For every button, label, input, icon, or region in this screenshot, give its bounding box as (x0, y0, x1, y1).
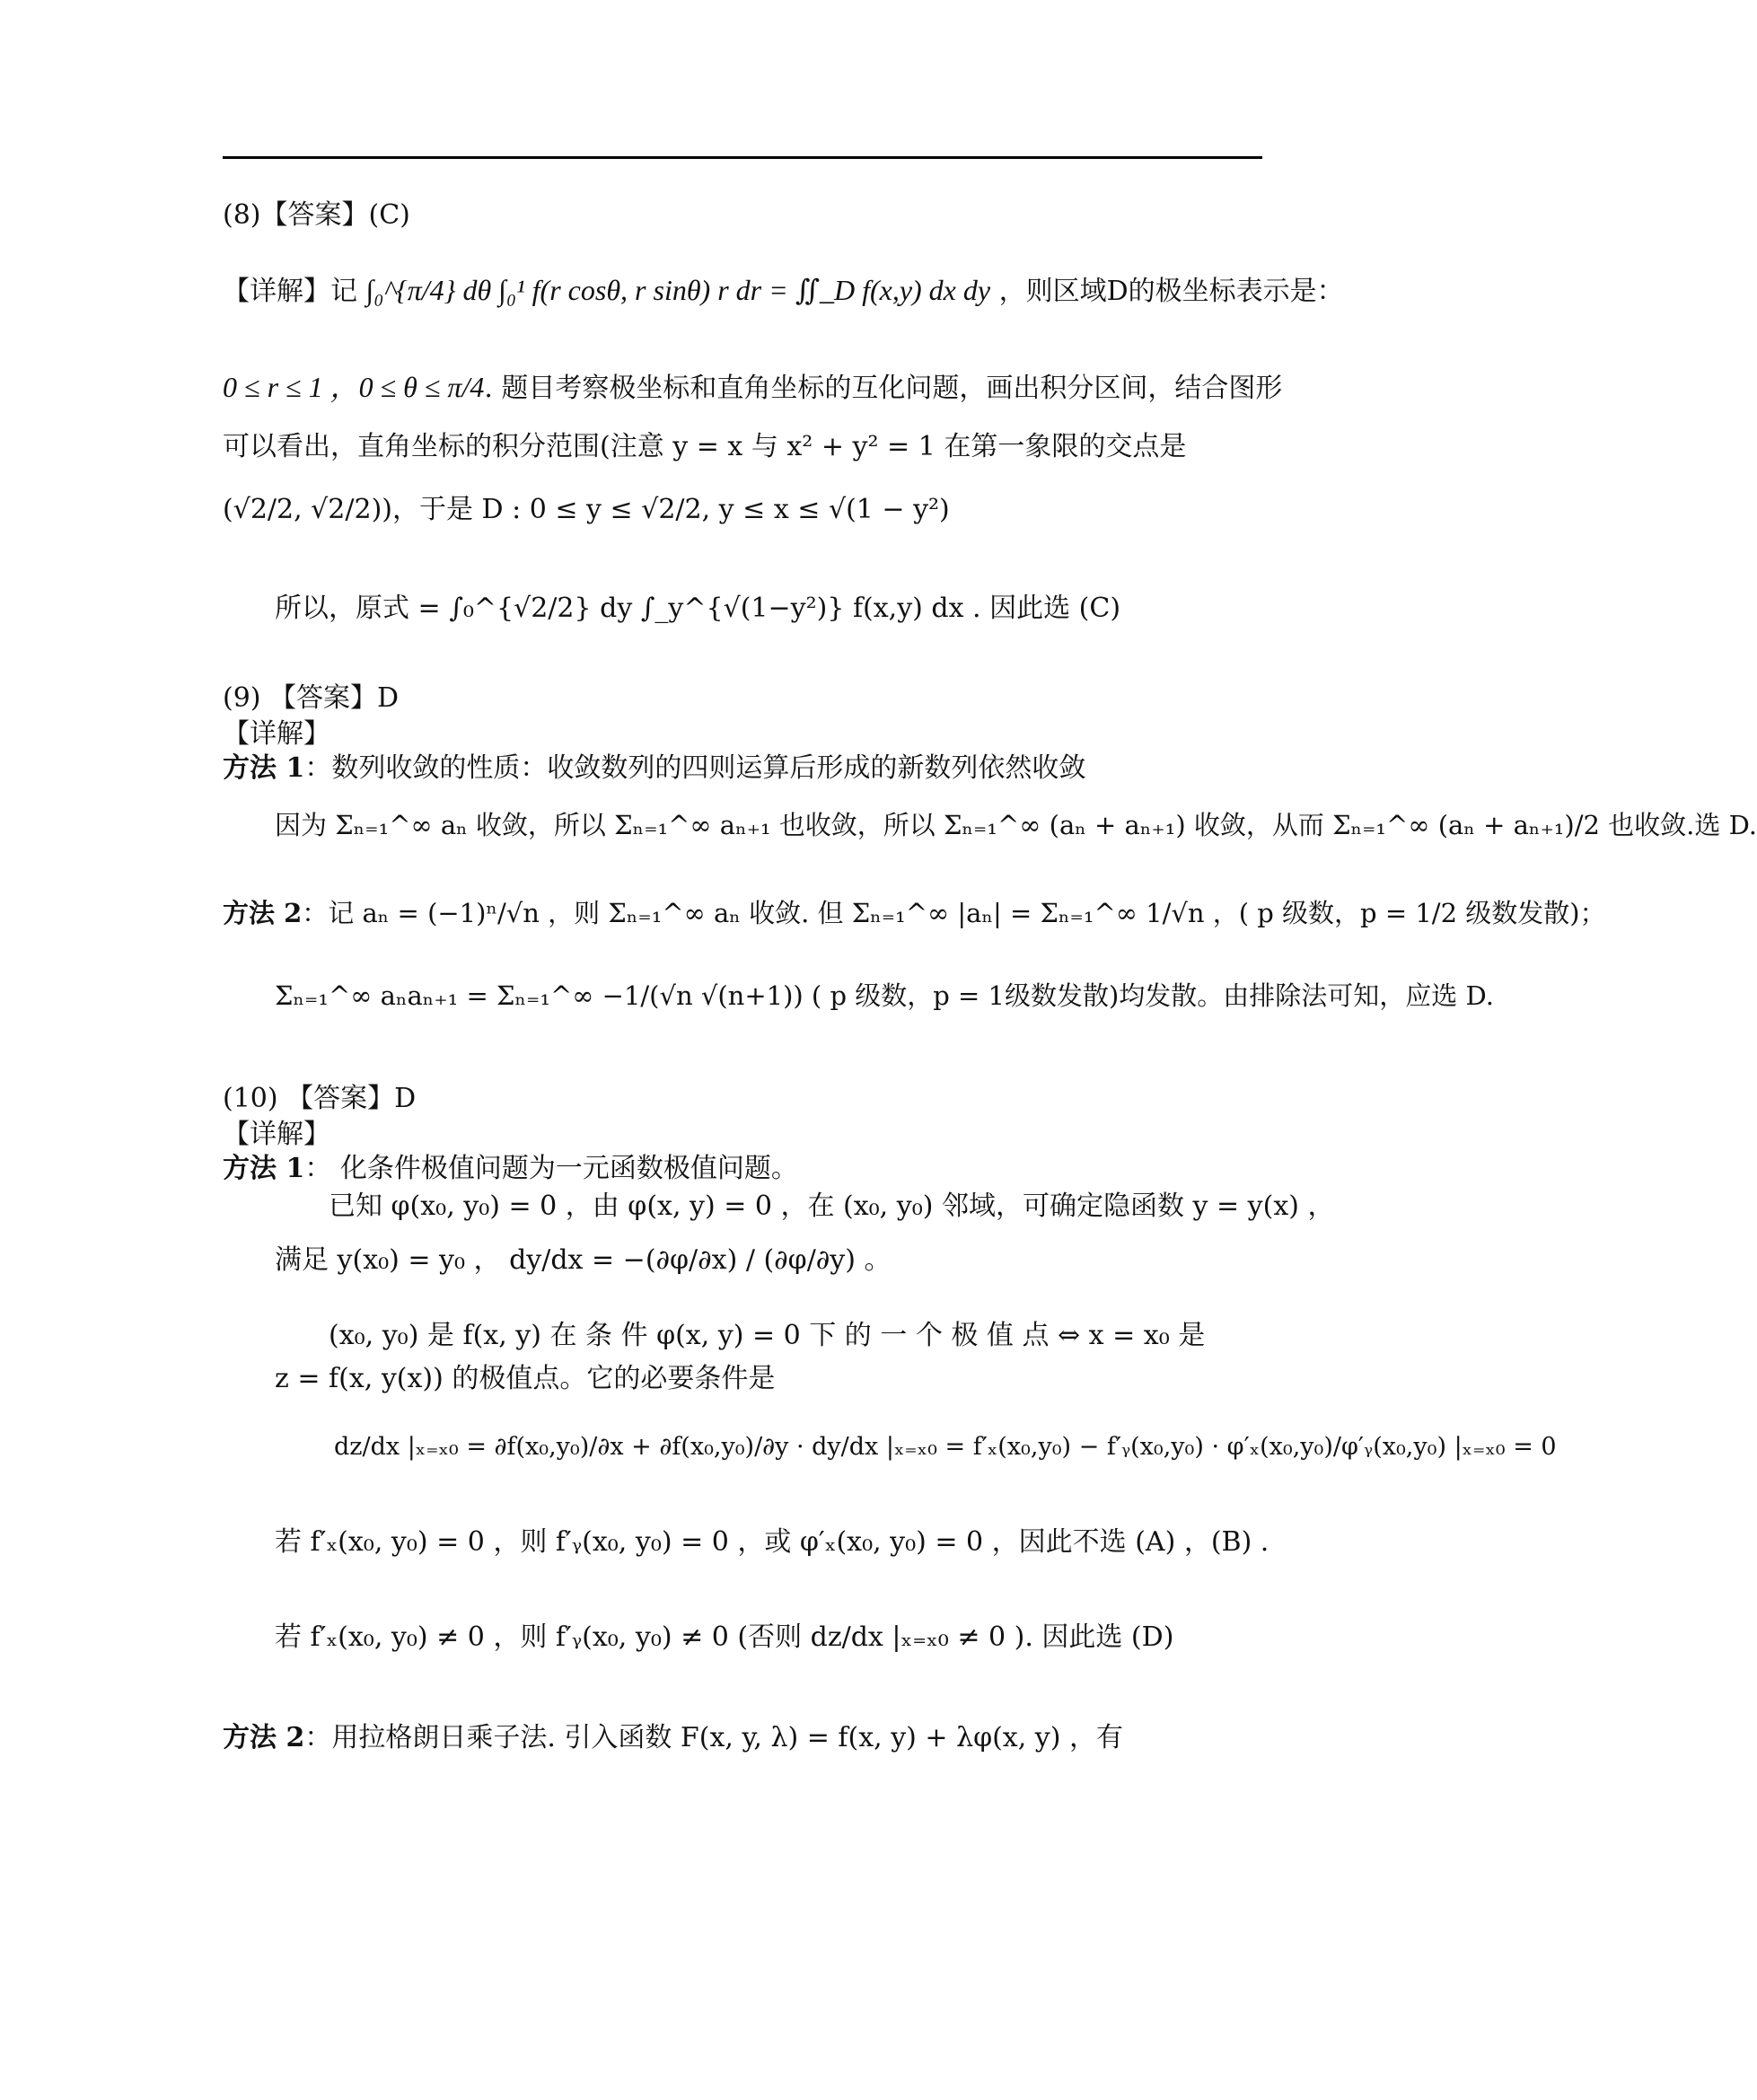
q10-method2-label: 方法 2 (223, 1722, 305, 1753)
q9-answer: (9) 【答案】D (223, 682, 400, 714)
q10-line4: (x₀, y₀) 是 f(x, y) 在 条 件 φ(x, y) = 0 下 的 一 个 极 值 点 ⇔ x = x₀ 是 (329, 1320, 1206, 1351)
header-rule (223, 156, 1262, 159)
q10-method2-text: ：用拉格朗日乘子法. 引入函数 F(x, y, λ) = f(x, y) + λφ(x, y) ，有 (304, 1722, 1123, 1753)
q8-line4: (√2/2, √2/2))，于是 D : 0 ≤ y ≤ √2/2, y ≤ x ≤ √(1 − y²) (223, 494, 950, 525)
q10-line2: 已知 φ(x₀, y₀) = 0 ，由 φ(x, y) = 0 ，在 (x₀, y₀) 邻域，可确定隐函数 y = y(x) ， (329, 1191, 1335, 1222)
q10-line6: dz/dx |ₓ₌ₓ₀ = ∂f(x₀,y₀)/∂x + ∂f(x₀,y₀)/∂y · dy/dx |ₓ₌ₓ₀ = f′ₓ(x₀,y₀) − f′ᵧ(x₀,y₀) · φ′ₓ(x₀,y₀)/φ′ᵧ(x₀,y₀) |ₓ₌ₓ₀ = 0 (334, 1433, 1557, 1461)
q10-method1 (223, 1153, 798, 1185)
q10-method1-label: 方法 1 (223, 1153, 305, 1184)
q10-line7: 若 f′ₓ(x₀, y₀) = 0 ，则 f′ᵧ(x₀, y₀) = 0 ，或 φ′ₓ(x₀, y₀) = 0 ，因此不选 (A) ，(B) . (275, 1526, 1269, 1558)
q9-detail-label: 【详解】 (223, 718, 330, 750)
q8-line2-text: . 题目考察极坐标和直角坐标的互化问题，画出积分区间，结合图形 (484, 373, 1283, 404)
q9-method1-text: ：数列收敛的性质：收敛数列的四则运算后形成的新数列依然收敛 (304, 752, 1086, 784)
q8-detail-pre: 记 (330, 276, 357, 307)
q8-answer: (8)【答案】(C) (223, 199, 410, 231)
q10-method1-text: ： 化条件极值问题为一元函数极值问题。 (304, 1153, 798, 1184)
q9-method2 (223, 898, 1606, 929)
q10-detail-label: 【详解】 (223, 1119, 330, 1150)
q8-line5: 所以，原式 = ∫₀^{√2/2} dy ∫_y^{√(1−y²)} f(x,y) dx . 因此选 (C) (275, 593, 1121, 624)
q10-line3: 满足 y(x₀) = y₀ ， dy/dx = −(∂φ/∂x) / (∂φ/∂y) 。 (275, 1244, 892, 1276)
q8-integral-equation: ∫₀^{π/4} dθ ∫₀¹ f(r cosθ, r sinθ) r dr = ∬_D f(x,y) dx dy (365, 274, 991, 306)
q9-method1-label: 方法 1 (223, 752, 305, 784)
q10-line5: z = f(x, y(x)) 的极值点。它的必要条件是 (275, 1363, 776, 1394)
q9-method1 (223, 752, 1085, 785)
q9-method2-line2: Σₙ₌₁^∞ aₙaₙ₊₁ = Σₙ₌₁^∞ −1/(√n √(n+1)) ( p 级数，p = 1级数发散)均发散。由排除法可知，应选 D. (275, 980, 1494, 1011)
q8-line2 (223, 370, 1282, 405)
q9-method1-line2: 因为 Σₙ₌₁^∞ aₙ 收敛，所以 Σₙ₌₁^∞ aₙ₊₁ 也收敛，所以 Σₙ₌₁^∞ (aₙ + aₙ₊₁) 收敛，从而 Σₙ₌₁^∞ (aₙ + aₙ₊₁)/2 也收敛.选 D. (275, 810, 1757, 840)
q8-detail-line1 (223, 273, 1344, 308)
q8-line3: 可以看出，直角坐标的积分范围(注意 y = x 与 x² + y² = 1 在第一象限的交点是 (223, 431, 1187, 462)
q8-detail-label: 【详解】 (223, 276, 330, 307)
q9-method2-label: 方法 2 (223, 898, 303, 928)
q8-polar-range: 0 ≤ r ≤ 1 ，0 ≤ θ ≤ π/4 (223, 371, 485, 403)
q10-answer: (10) 【答案】D (223, 1083, 417, 1114)
q8-detail-post: ，则区域D的极坐标表示是： (998, 276, 1344, 307)
q9-method2-text: ：记 aₙ = (−1)ⁿ/√n ，则 Σₙ₌₁^∞ aₙ 收敛. 但 Σₙ₌₁^∞ |aₙ| = Σₙ₌₁^∞ 1/√n ，( p 级数，p = 1/2 级数发散)； (302, 898, 1606, 928)
q10-line8: 若 f′ₓ(x₀, y₀) ≠ 0 ，则 f′ᵧ(x₀, y₀) ≠ 0 (否则 dz/dx |ₓ₌ₓ₀ ≠ 0 ). 因此选 (D) (275, 1621, 1174, 1653)
q10-method2 (223, 1722, 1123, 1754)
